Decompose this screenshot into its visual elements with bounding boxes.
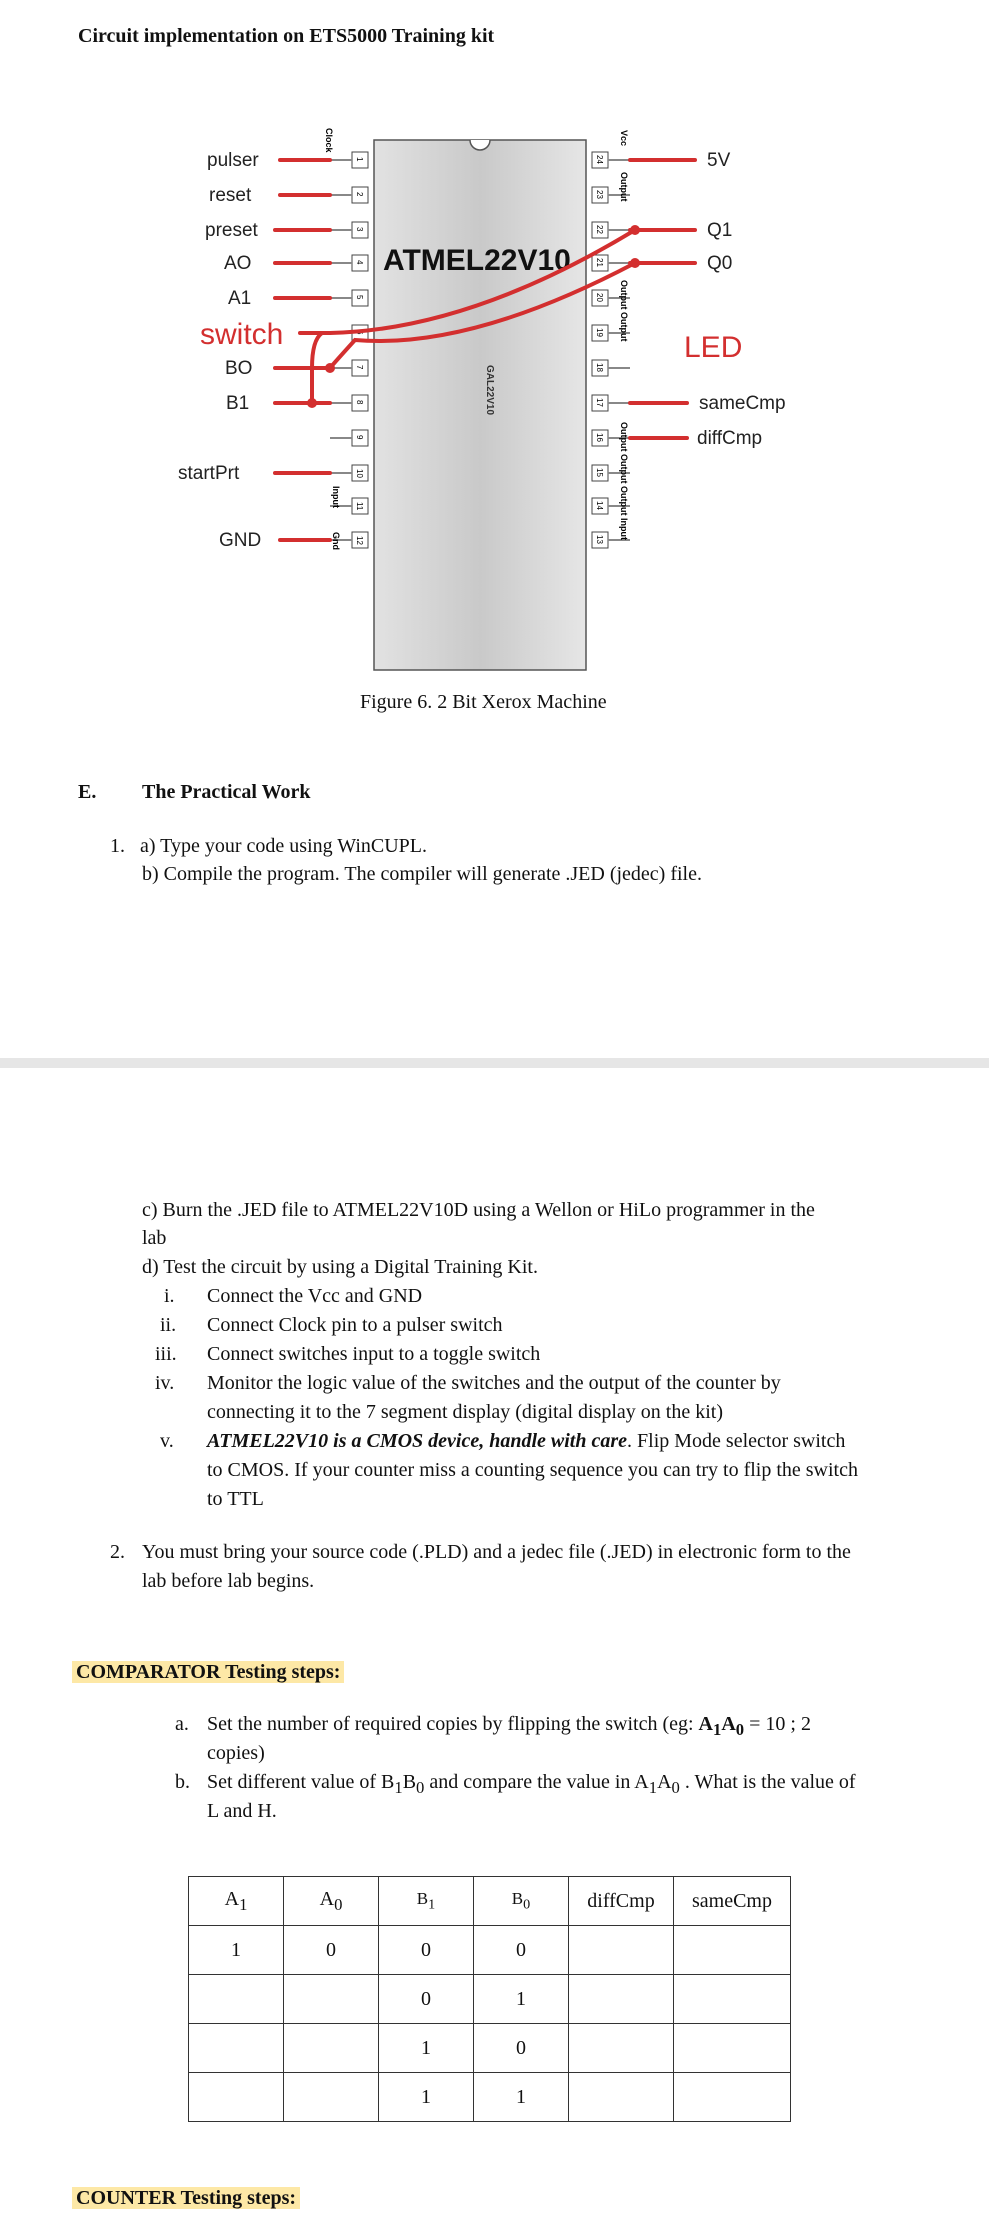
cell-diffcmp bbox=[569, 1926, 674, 1975]
label-gnd: GND bbox=[219, 530, 262, 551]
label-diffcmp: diffCmp bbox=[697, 428, 763, 449]
step-2-number: 2. bbox=[110, 1541, 125, 1563]
section-letter: E. bbox=[78, 781, 97, 803]
table-row bbox=[189, 1926, 791, 1975]
output-tag: Output bbox=[619, 172, 629, 202]
table-header-row bbox=[189, 1877, 791, 1926]
header-a1: $A_1$ bbox=[189, 1877, 284, 1926]
svg-text:11: 11 bbox=[355, 502, 364, 511]
cell-b1: 1 bbox=[379, 2024, 474, 2073]
comparator-title: COMPARATOR Testing steps: bbox=[72, 1661, 344, 1683]
label-a1: A1 bbox=[228, 288, 252, 309]
svg-text:10: 10 bbox=[355, 469, 364, 478]
svg-text:21: 21 bbox=[595, 258, 604, 267]
comparator-table bbox=[188, 1876, 791, 2122]
cmp-a-line1: Set the number of required copies by flipping the switch (eg: $A_1A_0 = 10$ ; 2 bbox=[207, 1713, 811, 1739]
label-pulser: pulser bbox=[207, 150, 259, 171]
cell-a0: 0 bbox=[284, 1926, 379, 1975]
roman-i: i. bbox=[164, 1285, 175, 1307]
output-output-tag: Output Output bbox=[619, 280, 629, 342]
cell-a0 bbox=[284, 2024, 379, 2073]
label-switch: switch bbox=[200, 318, 284, 351]
label-reset: reset bbox=[209, 185, 252, 206]
roman-v-text-line2: to CMOS. If your counter miss a counting sequence you can try to flip the switch bbox=[207, 1459, 858, 1481]
svg-text:9: 9 bbox=[355, 435, 364, 440]
label-b1: B1 bbox=[226, 393, 250, 414]
cell-b1: 0 bbox=[379, 1975, 474, 2024]
header-b0: $B_0$ bbox=[474, 1877, 569, 1926]
vcc-tag: Vcc bbox=[619, 130, 629, 147]
cell-a1 bbox=[189, 2024, 284, 2073]
cmos-warning: ATMEL22V10 is a CMOS device, handle with care bbox=[207, 1430, 628, 1452]
roman-iv: iv. bbox=[155, 1372, 175, 1394]
svg-text:8: 8 bbox=[355, 400, 364, 405]
cell-a0 bbox=[284, 1975, 379, 2024]
counter-title: COUNTER Testing steps: bbox=[72, 2187, 300, 2209]
cell-a1 bbox=[189, 1975, 284, 2024]
header-diffcmp: diffCmp bbox=[569, 1877, 674, 1926]
roman-v-text-tail: . Flip Mode selector switch bbox=[627, 1430, 846, 1452]
page-top bbox=[0, 0, 989, 1058]
header-b1: $B_1$ bbox=[379, 1877, 474, 1926]
roman-iii-text: Connect switches input to a toggle switch bbox=[207, 1343, 541, 1365]
svg-text:20: 20 bbox=[595, 293, 604, 302]
roman-ii-text: Connect Clock pin to a pulser switch bbox=[207, 1314, 503, 1336]
roman-v: v. bbox=[160, 1430, 174, 1452]
svg-text:17: 17 bbox=[595, 398, 604, 407]
label-q0: Q0 bbox=[707, 253, 733, 274]
roman-iv-text-line1: Monitor the logic value of the switches and the output of the counter by bbox=[207, 1372, 781, 1394]
roman-iii: iii. bbox=[155, 1343, 177, 1365]
cell-a1 bbox=[189, 2073, 284, 2122]
output-chain-tag: Output Output Output Input bbox=[619, 422, 629, 540]
cell-a1: 1 bbox=[189, 1926, 284, 1975]
table-row bbox=[189, 2024, 791, 2073]
svg-text:14: 14 bbox=[595, 501, 604, 510]
label-bo: BO bbox=[225, 358, 253, 379]
label-q1: Q1 bbox=[707, 220, 733, 241]
svg-text:18: 18 bbox=[595, 363, 604, 372]
counter-title-wrap bbox=[72, 2184, 300, 2213]
svg-text:6: 6 bbox=[355, 330, 364, 335]
cmp-b-line1: Set different value of $B_1B_0$ and compare the value in $A_1A_0$ . What is the value of bbox=[207, 1771, 856, 1797]
roman-iv-text-line2: connecting it to the 7 segment display (digital display on the kit) bbox=[207, 1401, 724, 1423]
step-2-line1: You must bring your source code (.PLD) and a jedec file (.JED) in electronic form to the bbox=[142, 1541, 851, 1563]
svg-text:12: 12 bbox=[355, 536, 364, 545]
cmp-a-marker: a. bbox=[175, 1713, 189, 1735]
table-row bbox=[189, 2073, 791, 2122]
svg-text:5: 5 bbox=[355, 295, 364, 300]
roman-ii: ii. bbox=[160, 1314, 177, 1336]
svg-text:13: 13 bbox=[595, 535, 604, 544]
section-title: The Practical Work bbox=[142, 781, 311, 803]
svg-text:3: 3 bbox=[355, 227, 364, 232]
step-1c-line1: c) Burn the .JED file to ATMEL22V10D using a Wellon or HiLo programmer in the bbox=[142, 1199, 815, 1221]
svg-text:19: 19 bbox=[595, 328, 604, 337]
cell-samecmp bbox=[674, 2024, 791, 2073]
cell-diffcmp bbox=[569, 2024, 674, 2073]
roman-i-text: Connect the Vcc and GND bbox=[207, 1285, 423, 1307]
right-pins bbox=[592, 152, 608, 548]
cmp-b-marker: b. bbox=[175, 1771, 190, 1793]
roman-v-text-line1 bbox=[207, 1427, 845, 1456]
cell-samecmp bbox=[674, 1926, 791, 1975]
label-samecmp: sameCmp bbox=[699, 393, 786, 414]
svg-text:7: 7 bbox=[355, 365, 364, 370]
chip-part: GAL22V10 bbox=[484, 365, 495, 416]
doc-heading: Circuit implementation on ETS5000 Training kit bbox=[78, 25, 495, 47]
cell-b0: 1 bbox=[474, 2073, 569, 2122]
cell-a0 bbox=[284, 2073, 379, 2122]
left-pins bbox=[352, 152, 368, 548]
svg-text:22: 22 bbox=[595, 225, 604, 234]
input-tag: Input bbox=[331, 486, 341, 508]
cell-b0: 0 bbox=[474, 2024, 569, 2073]
chip-body bbox=[374, 140, 586, 670]
header-samecmp: sameCmp bbox=[674, 1877, 791, 1926]
step-1d: d) Test the circuit by using a Digital Training Kit. bbox=[142, 1256, 538, 1278]
table-row bbox=[189, 1975, 791, 2024]
roman-v-text-line3: to TTL bbox=[207, 1488, 264, 1510]
page-break bbox=[0, 1058, 989, 1068]
step-1-number: 1. bbox=[110, 835, 125, 857]
cell-diffcmp bbox=[569, 2073, 674, 2122]
cell-b1: 1 bbox=[379, 2073, 474, 2122]
svg-text:4: 4 bbox=[355, 260, 364, 265]
svg-text:2: 2 bbox=[355, 192, 364, 197]
cell-b0: 0 bbox=[474, 1926, 569, 1975]
cmp-b-line2: L and H. bbox=[207, 1800, 277, 1822]
cell-samecmp bbox=[674, 1975, 791, 2024]
cell-b0: 1 bbox=[474, 1975, 569, 2024]
cell-b1: 0 bbox=[379, 1926, 474, 1975]
header-a0: $A_0$ bbox=[284, 1877, 379, 1926]
svg-text:1: 1 bbox=[355, 157, 364, 162]
label-startprt: startPrt bbox=[178, 463, 240, 484]
cell-samecmp bbox=[674, 2073, 791, 2122]
gnd-tag: Gnd bbox=[331, 532, 341, 550]
label-preset: preset bbox=[205, 220, 258, 241]
svg-text:23: 23 bbox=[595, 190, 604, 199]
clock-tag: Clock bbox=[324, 128, 334, 153]
svg-text:16: 16 bbox=[595, 433, 604, 442]
step-2-line2: lab before lab begins. bbox=[142, 1570, 315, 1592]
label-5v: 5V bbox=[707, 150, 731, 171]
step-1b: b) Compile the program. The compiler will generate .JED (jedec) file. bbox=[142, 863, 702, 885]
step-1a: a) Type your code using WinCUPL. bbox=[140, 835, 428, 857]
svg-text:24: 24 bbox=[595, 155, 604, 164]
step-1c-line2: lab bbox=[142, 1227, 167, 1249]
cell-diffcmp bbox=[569, 1975, 674, 2024]
chip-label: ATMEL22V10 bbox=[383, 244, 571, 277]
label-ao: AO bbox=[224, 253, 252, 274]
circuit-figure bbox=[0, 100, 989, 750]
cmp-a-line2: copies) bbox=[207, 1742, 265, 1764]
svg-text:15: 15 bbox=[595, 468, 604, 477]
label-led: LED bbox=[684, 331, 743, 364]
figure-caption: Figure 6. 2 Bit Xerox Machine bbox=[360, 691, 607, 713]
comparator-title-wrap bbox=[72, 1658, 344, 1687]
